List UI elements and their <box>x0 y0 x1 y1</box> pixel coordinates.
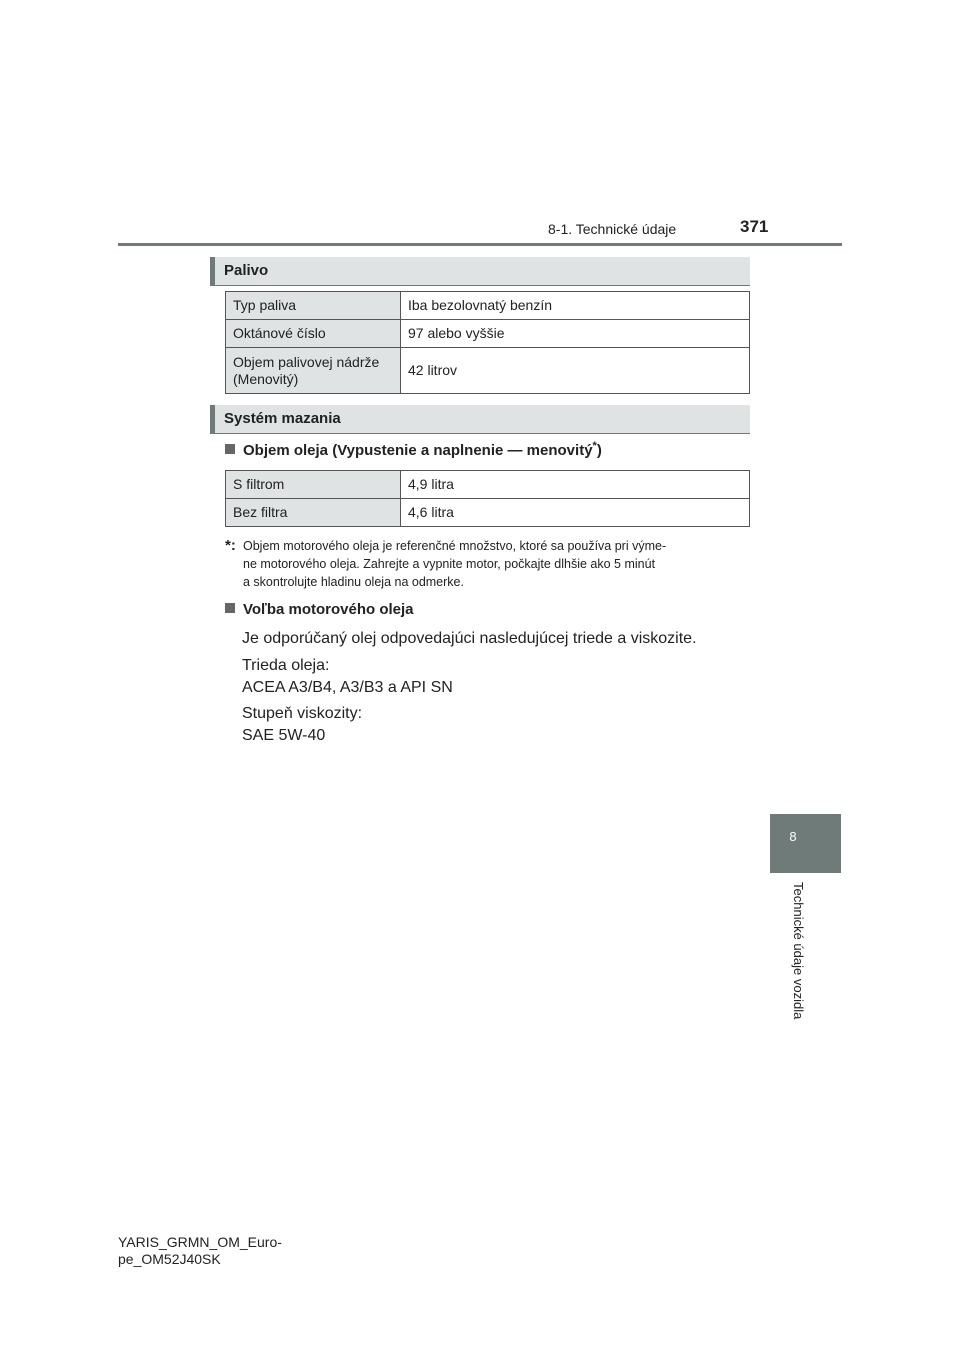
document-id-line: pe_OM52J40SK <box>118 1251 221 1267</box>
chapter-title: Technické údaje vozidla <box>791 882 806 1020</box>
oil-class-value: ACEA A3/B4, A3/B3 a API SN <box>242 679 453 696</box>
section-header-lubrication <box>210 405 750 434</box>
heading-text: Voľba motorového oleja <box>243 601 414 618</box>
footnote-line: Objem motorového oleja je referenčné množstvo, ktoré sa používa pri výme- <box>243 539 667 553</box>
oil-choice-text: Je odporúčaný olej odpovedajúci nasledujúcej triede a viskozite. <box>242 630 697 647</box>
table-row <box>226 499 750 527</box>
footnote <box>225 537 750 591</box>
document-id-line: YARIS_GRMN_OM_Euro- <box>118 1234 282 1250</box>
table-row <box>226 471 750 499</box>
table-cell-label <box>226 348 401 394</box>
table-cell-label: Typ paliva <box>226 292 401 320</box>
chapter-number: 8 <box>789 829 797 844</box>
heading-close: ) <box>596 442 602 459</box>
footnote-star: * <box>592 440 597 452</box>
oil-class-label: Trieda oleja: <box>242 657 330 674</box>
label-line: Objem palivovej nádrže <box>233 353 380 370</box>
table-cell-label: Bez filtra <box>226 499 401 527</box>
table-cell-value: 4,6 litra <box>401 499 750 527</box>
table-cell-value: 42 litrov <box>401 348 750 394</box>
oil-volume-table <box>225 470 750 527</box>
table-cell-value: 97 alebo vyššie <box>401 320 750 348</box>
table-cell-label: Oktánové číslo <box>226 320 401 348</box>
footnote-line: ne motorového oleja. Zahrejte a vypnite motor, počkajte dlhšie ako 5 minút <box>243 557 656 571</box>
table-row <box>226 348 750 394</box>
document-id <box>118 1234 282 1268</box>
section-title: Systém mazania <box>224 410 341 427</box>
oil-choice-heading <box>225 601 414 618</box>
header-divider <box>118 243 842 246</box>
bullet-square-icon <box>225 444 235 454</box>
section-header-bar <box>210 405 215 433</box>
header-section-title: 8-1. Technické údaje <box>548 221 677 237</box>
viscosity-label: Stupeň viskozity: <box>242 705 363 722</box>
oil-volume-heading <box>225 440 602 459</box>
page-number: 371 <box>740 217 769 236</box>
fuel-spec-table <box>225 291 750 394</box>
table-row <box>226 292 750 320</box>
section-title: Palivo <box>224 262 269 279</box>
label-line: (Menovitý) <box>233 370 299 387</box>
section-header-bar <box>210 257 215 285</box>
heading-text: Objem oleja (Vypustenie a naplnenie — menovitý <box>243 442 593 459</box>
bullet-square-icon <box>225 603 235 613</box>
footnote-mark: *: <box>225 537 236 554</box>
table-cell-value: 4,9 litra <box>401 471 750 499</box>
table-cell-label: S filtrom <box>226 471 401 499</box>
viscosity-value: SAE 5W-40 <box>242 727 326 744</box>
table-cell-value: Iba bezolovnatý benzín <box>401 292 750 320</box>
table-row <box>226 320 750 348</box>
section-header-fuel <box>210 257 750 286</box>
footnote-line: a skontrolujte hladinu oleja na odmerke. <box>243 575 464 589</box>
